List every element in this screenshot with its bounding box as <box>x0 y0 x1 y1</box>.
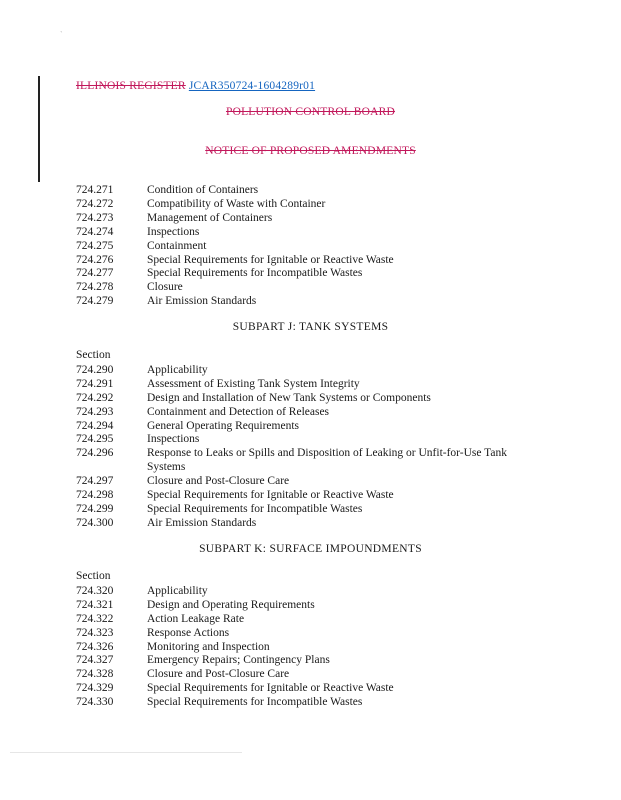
subpart-k-items <box>76 585 527 710</box>
section-title: Special Requirements for Incompatible Wastes <box>147 502 363 515</box>
board-struck-text: POLLUTION CONTROL BOARD <box>225 106 395 118</box>
section-number: 724.326 <box>76 640 114 653</box>
notice-header <box>0 145 621 157</box>
section-title: Special Requirements for Ignitable or Reactive Waste <box>147 682 394 695</box>
section-number: 724.298 <box>76 489 114 502</box>
section-number: 724.329 <box>76 682 114 695</box>
section-number: 724.276 <box>76 253 114 266</box>
toc-row <box>76 433 527 447</box>
toc-row <box>76 696 527 710</box>
section-title: Emergency Repairs; Contingency Plans <box>147 654 330 667</box>
section-number: 724.293 <box>76 405 114 418</box>
toc-list-subpart-k <box>76 570 527 710</box>
section-title: Special Requirements for Ignitable or Reactive Waste <box>147 253 394 266</box>
section-label: Section <box>76 570 111 582</box>
toc-row <box>76 184 527 198</box>
section-title: Air Emission Standards <box>147 516 257 529</box>
section-number: 724.320 <box>76 584 114 597</box>
register-struck-text: ILLINOIS REGISTER <box>76 80 186 92</box>
subpart-j-heading: SUBPART J: TANK SYSTEMS <box>232 321 389 333</box>
section-number: 724.327 <box>76 654 114 667</box>
toc-row <box>76 226 527 240</box>
section-number: 724.322 <box>76 612 114 625</box>
section-title: Compatibility of Waste with Container <box>147 197 326 210</box>
register-inserted-text: JCAR350724-1604289r01 <box>188 80 316 92</box>
toc-row <box>76 682 527 696</box>
section-title: Inspections <box>147 225 200 238</box>
section-number: 724.330 <box>76 696 114 709</box>
toc-row <box>76 378 527 392</box>
toc-row <box>76 364 527 378</box>
section-number: 724.300 <box>76 516 114 529</box>
toc-row <box>76 420 527 434</box>
section-number: 724.321 <box>76 598 114 611</box>
section-title: Condition of Containers <box>147 184 259 196</box>
section-title: Design and Operating Requirements <box>147 598 315 611</box>
section-title: Response to Leaks or Spills and Disposition of Leaking or Unfit-for-Use Tank Systems <box>147 447 507 474</box>
section-number: 724.279 <box>76 295 114 308</box>
toc-row <box>76 489 527 503</box>
section-number: 724.297 <box>76 475 114 488</box>
toc-row <box>76 254 527 268</box>
notice-struck-text: NOTICE OF PROPOSED AMENDMENTS <box>205 145 416 157</box>
section-title: Closure <box>147 281 183 294</box>
section-number: 724.272 <box>76 197 114 210</box>
section-title: Applicability <box>147 584 208 597</box>
toc-row <box>76 599 527 613</box>
section-label: Section <box>76 349 111 361</box>
toc-list-subpart-j <box>76 349 527 531</box>
toc-row <box>76 668 527 682</box>
section-number: 724.294 <box>76 419 114 432</box>
toc-row <box>76 475 527 489</box>
section-number: 724.277 <box>76 267 114 280</box>
section-title: General Operating Requirements <box>147 419 299 432</box>
section-title: Design and Installation of New Tank Systems or Components <box>147 391 431 404</box>
section-title: Inspections <box>147 433 200 446</box>
toc-row <box>76 295 527 309</box>
section-title: Monitoring and Inspection <box>147 640 270 653</box>
section-title: Closure and Post-Closure Care <box>147 475 290 488</box>
section-number: 724.299 <box>76 502 114 515</box>
toc-row <box>76 654 527 668</box>
scan-mark: ` <box>60 30 63 39</box>
toc-row <box>76 198 527 212</box>
section-number: 724.278 <box>76 281 114 294</box>
toc-row <box>76 267 527 281</box>
section-number: 724.271 <box>76 184 114 196</box>
section-title: Closure and Post-Closure Care <box>147 668 290 681</box>
toc-row <box>76 212 527 226</box>
section-number: 724.273 <box>76 211 114 224</box>
section-title: Assessment of Existing Tank System Integrity <box>147 377 360 390</box>
toc-row <box>76 641 527 655</box>
section-number: 724.328 <box>76 668 114 681</box>
subpart-k-heading: SUBPART K: SURFACE IMPOUNDMENTS <box>199 543 422 555</box>
section-title: Management of Containers <box>147 211 273 224</box>
toc-row <box>76 406 527 420</box>
toc-row <box>76 392 527 406</box>
board-header <box>0 106 621 118</box>
section-title: Special Requirements for Ignitable or Reactive Waste <box>147 489 394 502</box>
section-title: Containment <box>147 239 207 252</box>
toc-row <box>76 447 527 475</box>
section-title: Special Requirements for Incompatible Wastes <box>147 696 363 709</box>
section-number: 724.275 <box>76 239 114 252</box>
toc-row <box>76 585 527 599</box>
section-title: Air Emission Standards <box>147 295 257 308</box>
section-number: 724.291 <box>76 377 114 390</box>
footer-rule <box>10 752 242 753</box>
section-number: 724.274 <box>76 225 114 238</box>
subpart-j-items <box>76 364 527 531</box>
section-title: Response Actions <box>147 626 230 639</box>
section-number: 724.295 <box>76 433 114 446</box>
section-number: 724.323 <box>76 626 114 639</box>
section-number: 724.292 <box>76 391 114 404</box>
toc-row <box>76 281 527 295</box>
section-title: Special Requirements for Incompatible Wastes <box>147 267 363 280</box>
section-title: Containment and Detection of Releases <box>147 405 330 418</box>
section-number: 724.290 <box>76 363 114 376</box>
toc-row <box>76 517 527 531</box>
toc-row <box>76 613 527 627</box>
toc-row <box>76 503 527 517</box>
section-title: Action Leakage Rate <box>147 612 245 625</box>
revision-change-bar <box>38 76 40 182</box>
toc-list-top <box>76 184 527 309</box>
section-title: Applicability <box>147 363 208 376</box>
toc-row <box>76 240 527 254</box>
section-number: 724.296 <box>76 447 114 460</box>
toc-row <box>76 627 527 641</box>
register-header <box>76 80 315 92</box>
